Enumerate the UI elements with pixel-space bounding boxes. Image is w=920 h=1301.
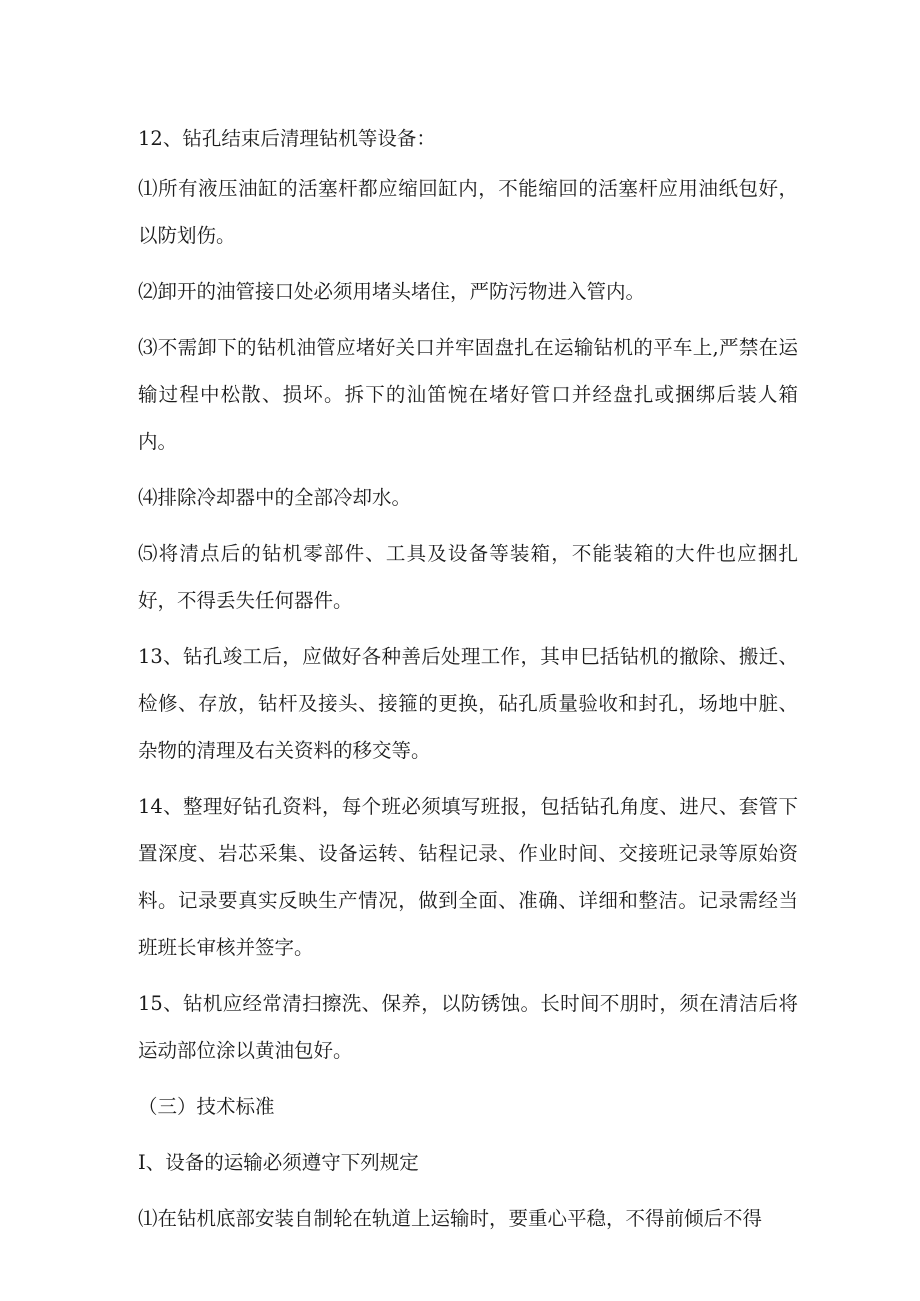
transport-sub-item-1: ⑴在钻机底部安装自制轮在轨道上运输时，要重心平稳，不得前倾后不得: [138, 1207, 763, 1230]
item-12-heading: 12、钻孔结束后清理钻机等设备：: [138, 127, 436, 150]
item-1-transport-rules: I、设备的运输必须遵守下列规定: [138, 1151, 419, 1174]
document-body: [138, 115, 798, 1251]
sub-item-2: ⑵卸开的油管接口处必须用堵头堵住，严防污物进入管内。: [138, 280, 646, 303]
item-15: 15、钻机应经常清扫擦洗、保养，以防锈蚀。长时间不朋时，须在清洁后将运动部位涂以黄油包好。: [138, 992, 798, 1062]
sub-item-5: ⑸将清点后的钻机零部件、工具及设备等装箱，不能装箱的大件也应捆扎好，不得丢失任何器件。: [138, 542, 798, 612]
section-heading-technical-standards: （三）技术标准: [138, 1095, 275, 1118]
sub-item-1: ⑴所有液压油缸的活塞杆都应缩回缸内，不能缩回的活塞杆应用油纸包好，以防划伤。: [138, 177, 798, 247]
item-14: 14、整理好钻孔资料，每个班必须填写班报，包括钻孔角度、进尺、套管下置深度、岩芯采集、设备运转、钻程记录、作业时间、交接班记录等原始资料。记录要真实反映生产情况，做到全面、准确、详细和整洁。记录需经当班班长审核并签字。: [138, 795, 798, 959]
item-13: 13、钻孔竣工后，应做好各种善后处理工作，其申巳括钻机的撤除、搬迁、检修、存放，钻杆及接头、接箍的更换，砧孔质量验收和封孔，场地中脏、杂物的清理及右关资料的移交等。: [138, 645, 798, 762]
sub-item-4: ⑷排除冷却器中的全部冷却水。: [138, 486, 412, 509]
sub-item-3: ⑶不需卸下的钻机油管应堵好关口并牢固盘扎在运输钻机的平车上,严禁在运输过程中松散、损坏。拆下的汕笛惋在堵好管口并经盘扎或捆绑后装人箱内。: [138, 336, 798, 453]
